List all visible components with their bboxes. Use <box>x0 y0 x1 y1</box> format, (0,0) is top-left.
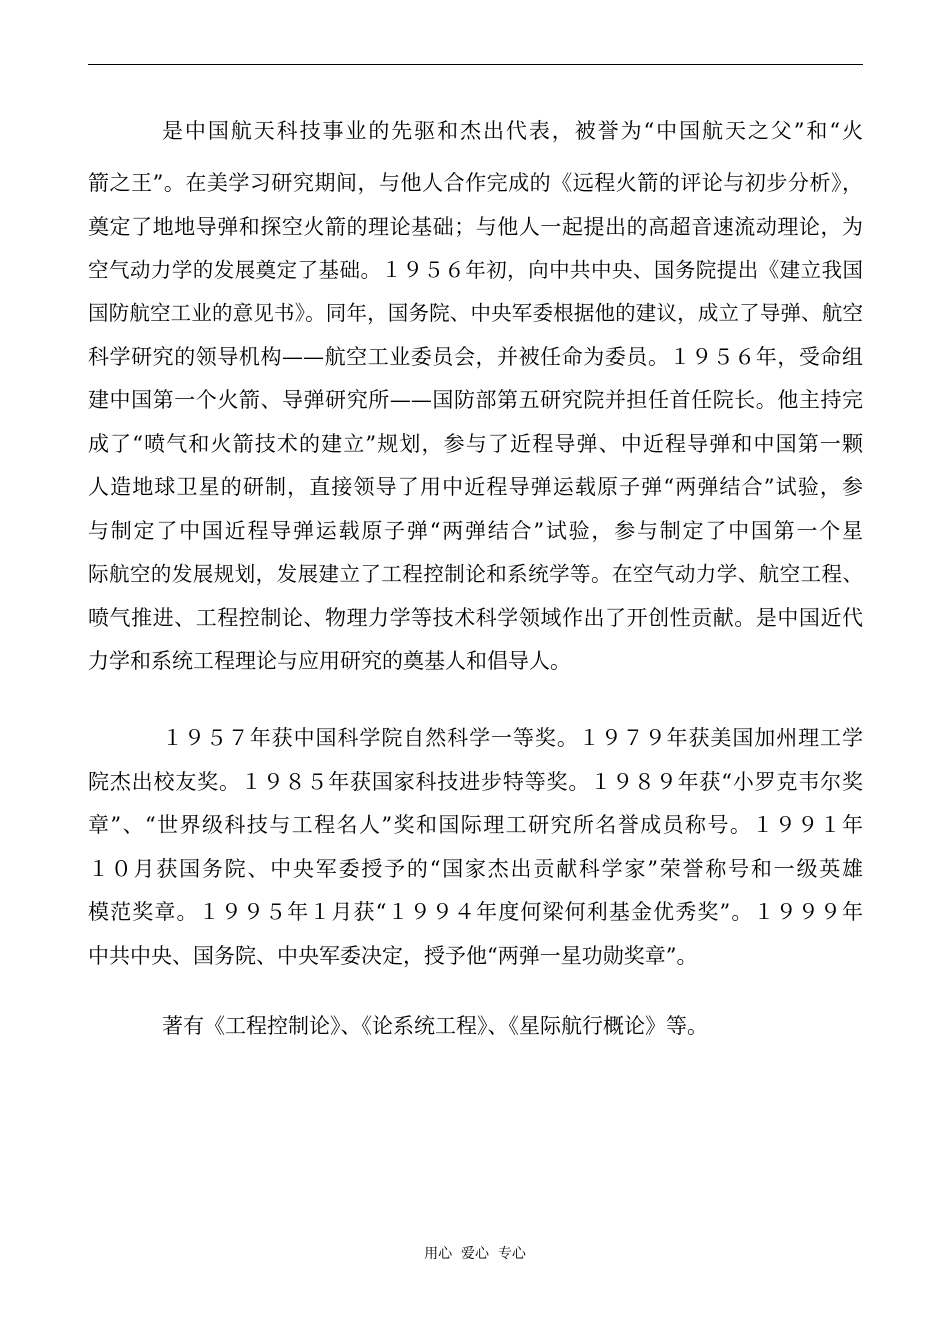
text-line: 成了“喷气和火箭技术的建立”规划，参与了近程导弹、中近程导弹和中国第一颗 <box>88 432 863 456</box>
text-line: 中共中央、国务院、中央军委决定，授予他“两弹一星功勋奖章”。 <box>88 944 698 968</box>
text-line: 箭之王”。在美学习研究期间，与他人合作完成的《远程火箭的评论与初步分析》， <box>88 171 863 195</box>
text-line: 际航空的发展规划，发展建立了工程控制论和系统学等。在空气动力学、航空工程、 <box>88 562 863 586</box>
text-line: 著有《工程控制论》、《论系统工程》、《星际航行概论》等。 <box>162 1014 708 1038</box>
text-line: 喷气推进、工程控制论、物理力学等技术科学领域作出了开创性贡献。是中国近代 <box>88 606 863 630</box>
text-line: 是中国航天科技事业的先驱和杰出代表，被誉为“中国航天之父”和“火 <box>162 119 863 143</box>
text-line: 章”、“世界级科技与工程名人”奖和国际理工研究所名誉成员称号。１９９１年 <box>88 813 863 837</box>
text-line: 奠定了地地导弹和探空火箭的理论基础；与他人一起提出的高超音速流动理论，为 <box>88 215 863 239</box>
text-line: １９５７年获中国科学院自然科学一等奖。１９７９年获美国加州理工学 <box>162 726 863 750</box>
text-line: 力学和系统工程理论与应用研究的奠基人和倡导人。 <box>88 649 571 673</box>
text-line: 人造地球卫星的研制，直接领导了用中近程导弹运载原子弹“两弹结合”试验，参 <box>88 475 863 499</box>
text-line: 模范奖章。１９９５年１月获“１９９４年度何梁何利基金优秀奖”。１９９９年 <box>88 900 863 924</box>
text-line: 院杰出校友奖。１９８５年获国家科技进步特等奖。１９８９年获“小罗克韦尔奖 <box>88 770 863 794</box>
text-line: 建中国第一个火箭、导弹研究所——国防部第五研究院并担任首任院长。他主持完 <box>88 388 863 412</box>
text-line: 与制定了中国近程导弹运载原子弹“两弹结合”试验，参与制定了中国第一个星 <box>88 519 863 543</box>
text-line: 国防航空工业的意见书》。同年，国务院、中央军委根据他的建议，成立了导弹、航空 <box>88 301 863 325</box>
page-footer: 用心 爱心 专心 <box>424 1246 526 1262</box>
text-line: 科学研究的领导机构——航空工业委员会，并被任命为委员。１９５６年，受命组 <box>88 345 863 369</box>
text-line: 空气动力学的发展奠定了基础。１９５６年初，向中共中央、国务院提出《建立我国 <box>88 258 863 282</box>
text-line: １０月获国务院、中央军委授予的“国家杰出贡献科学家”荣誉称号和一级英雄 <box>88 857 863 881</box>
header-rule <box>88 64 863 65</box>
